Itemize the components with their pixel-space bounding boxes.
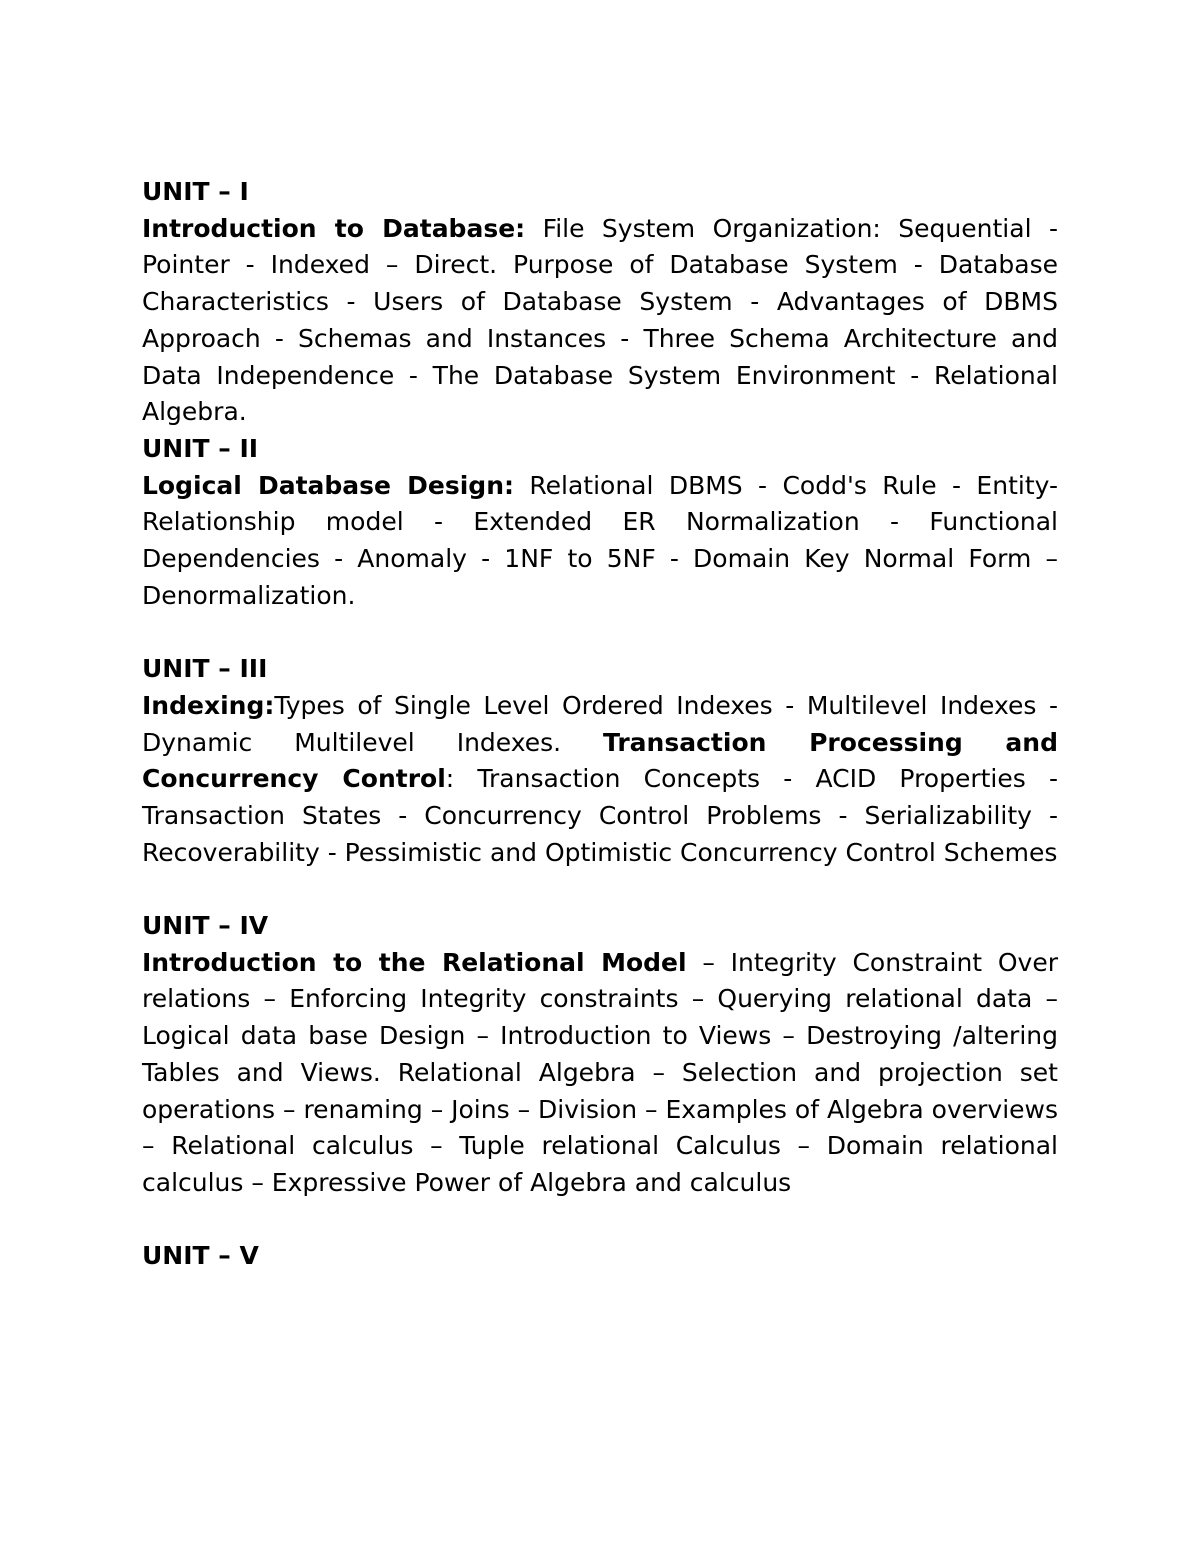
unit-5-heading: UNIT – V: [142, 1241, 259, 1271]
unit-1-paragraph: [142, 211, 1058, 431]
unit-2-topic-body: Relational DBMS - Codd's Rule - Entity-Relationship model - Extended ER Normalization - Functional Dependencies - Anomaly - 1NF to 5NF - Domain Key Normal Form – Denormalization.: [142, 470, 1058, 610]
unit-4-paragraph: [142, 945, 1058, 1202]
unit-3-topic-title: Indexing:: [142, 690, 275, 720]
unit-3-topic-body: Types of Single Level Ordered Indexes - Multilevel Indexes - Dynamic Multilevel Indexes.: [142, 690, 1058, 757]
unit-1-heading: UNIT – I: [142, 177, 249, 206]
spacer: [142, 1202, 1058, 1239]
unit-4-topic-title: Introduction to the Relational Model: [142, 947, 687, 977]
spacer: [142, 614, 1058, 651]
unit-1-topic-body: File System Organization: Sequential - Pointer - Indexed – Direct. Purpose of Database System - Database Characteristics - Users of Database System - Advantages of DBMS Approach - Schemas and Instances - Three Schema Architecture and Data Independence - The Database System Environment - Relational Algebra.: [142, 213, 1058, 427]
unit-2-topic-title: Logical Database Design:: [142, 470, 515, 500]
spacer: [142, 871, 1058, 908]
unit-1-topic-title: Introduction to Database:: [142, 213, 526, 243]
syllabus-document: [142, 174, 1058, 1275]
unit-4-topic-body: – Integrity Constraint Over relations – Enforcing Integrity constraints – Querying relational data – Logical data base Design – Introduction to Views – Destroying /altering Tables and Views. Relational Algebra – Selection and projection set operations – renaming – Joins – Division – Examples of Algebra overviews – Relational calculus – Tuple relational Calculus – Domain relational calculus – Expressive Power of Algebra and calculus: [142, 947, 1058, 1197]
unit-3-paragraph: [142, 688, 1058, 872]
unit-4-heading: UNIT – IV: [142, 911, 269, 941]
unit-2-heading: UNIT – II: [142, 433, 259, 463]
unit-2-paragraph: [142, 468, 1058, 615]
unit-3-second-topic-title: Transaction Processing and Concurrency Control: [142, 727, 1058, 794]
unit-3-second-topic-body: : Transaction Concepts - ACID Properties - Transaction States - Concurrency Control Problems - Serializability - Recoverability - Pessimistic and Optimistic Concurrency Control Schemes: [142, 764, 1059, 867]
unit-3-heading: UNIT – III: [142, 654, 268, 684]
